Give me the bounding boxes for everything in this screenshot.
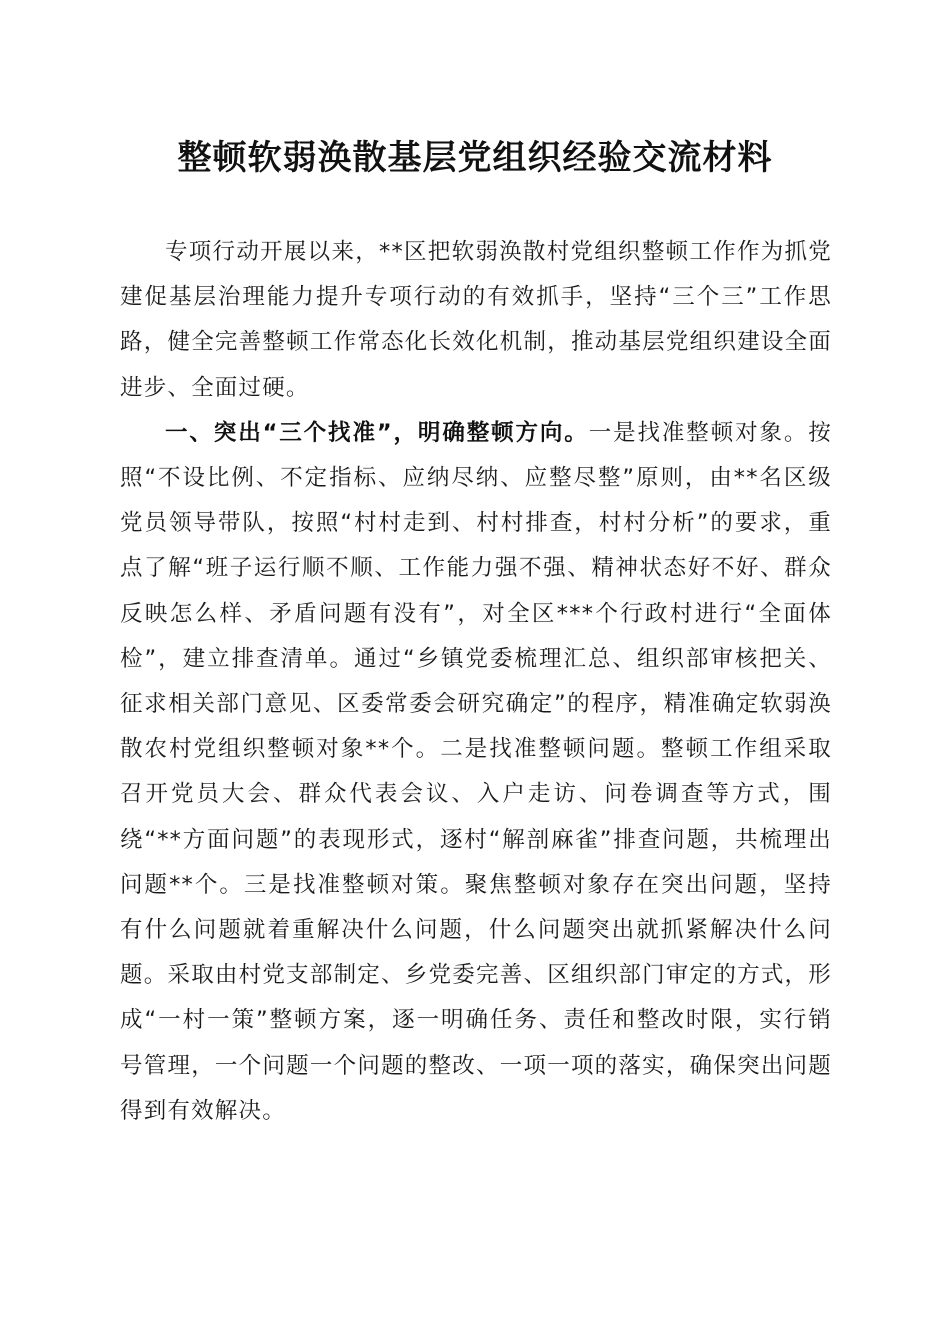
document-body <box>120 230 832 1134</box>
document-title: 整顿软弱涣散基层党组织经验交流材料 <box>177 138 773 178</box>
section-1-paragraph <box>120 411 832 1134</box>
section-1-body: 一是找准整顿对象。按照“不设比例、不定指标、应纳尽纳、应整尽整”原则，由**名区级党员领导带队，按照“村村走到、村村排查，村村分析”的要求，重点了解“班子运行顺不顺、工作能力强不强、精神状态好不好、群众反映怎么样、矛盾问题有没有”，对全区***个行政村进行“全面体检”，建立排查清单。通过“乡镇党委梳理汇总、组织部审核把关、征求相关部门意见、区委常委会研究确定”的程序，精准确定软弱涣散农村党组织整顿对象**个。二是找准整顿问题。整顿工作组采取召开党员大会、群众代表会议、入户走访、问卷调查等方式，围绕“**方面问题”的表现形式，逐村“解剖麻雀”排查问题，共梳理出问题**个。三是找准整顿对策。聚焦整顿对象存在突出问题，坚持有什么问题就着重解决什么问题，什么问题突出就抓紧解决什么问题。采取由村党支部制定、乡党委完善、区组织部门审定的方式，形成“一村一策”整顿方案，逐一明确任务、责任和整改时限，实行销号管理，一个问题一个问题的整改、一项一项的落实，确保突出问题得到有效解决。 <box>120 419 832 1124</box>
intro-paragraph: 专项行动开展以来，**区把软弱涣散村党组织整顿工作作为抓党建促基层治理能力提升专项行动的有效抓手，坚持“三个三”工作思路，健全完善整顿工作常态化长效化机制，推动基层党组织建设全面进步、全面过硬。 <box>120 239 832 401</box>
section-1-heading: 一、突出“三个找准”，明确整顿方向。 <box>165 419 589 446</box>
